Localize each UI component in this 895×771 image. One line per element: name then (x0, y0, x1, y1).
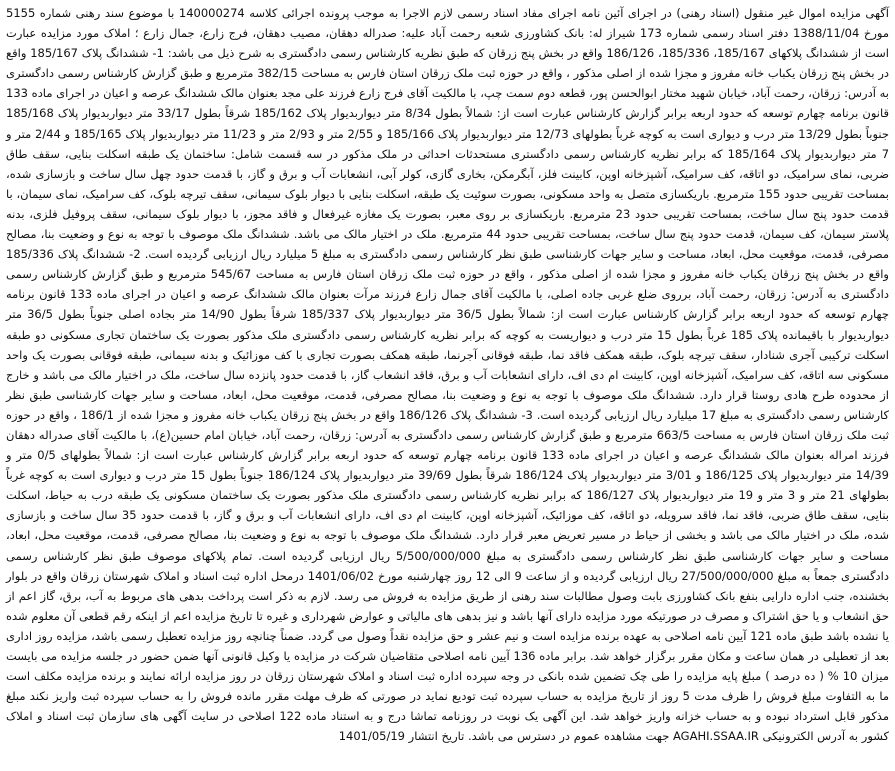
auction-notice-text: آگهی مزایده اموال غیر منقول (اسناد رهنی) در اجرای آئین نامه اجرای مفاد اسناد رسمی لازم الاجرا به موجب پرونده اجرائی کلاسه 140000274 با موضوع سند رهنی شماره 5155 مورخ 1388/11/04 دفتر اسناد رسمی شماره 173 شیراز له: بانک کشاورزی شعبه رحمت آباد علیه: صدراله دهقان، مصیب دهقان، فرج زارع، جمال زارع ؛ املاک مورد مزایده عبارت است از ششدانگ پلاکهای 185/167، 185/336، 186/126 واقع در بخش پنج زرقان که طبق نظریه کارشناس رسمی دادگستری به شرح ذیل می باشد: 1- ششدانگ پلاک 185/167 واقع در بخش پنج زرقان یکباب خانه مفروز و مجزا شده از اصلی مذکور ، واقع در حوزه ثبت ملک زرقان استان فارس به مساحت 382/15 مترمربع و طبق گزارش کارشناس رسمی دادگستری به آدرس: زرقان، رحمت آباد، خیابان شهید مختار ابوالحسن پور، قطعه دوم سمت چپ، با مالکیت آقای فرج زارع فرزند علی مجد بعنوان مالک ششدانگ عرصه و اعیان در اجرای ماده 133 قانون برنامه چهارم توسعه که حدود اربعه برابر گزارش کارشناس عبارت است از: شمالاً بطول 8/34 متر دیواربدیوار پلاک 185/162 شرقاً بطول 33/17 متر دیواربدیوار پلاک 185/168 جنوباً بطول 13/29 متر درب و دیواری است به کوچه غرباً بطولهای 12/73 متر دیواربدیوار پلاک 185/166 و 2/55 متر و 2/93 متر و 11/23 متر دیواربدیوار پلاک 185/165 و 2/44 متر و 7 متر دیواربدیوار پلاک 185/164 که برابر نظریه کارشناس رسمی دادگستری مستحدثات احداثی در ملک مذکور در سه قسمت شامل: ساختمان یک طبقه اسکلت بنایی، سقف طاق ضربی، نمای سرامیک، دو اتاقه، کف سرامیک، آشپزخانه اوپن، کابینت فلز، آبگرمکن، بخاری گازی، کولر آبی، انشعابات آب و برق و گاز، با قدمت حدود چهل سال ساخت و بازسازی شده، بمساحت تقریبی حدود 155 مترمربع. باریکسازی متصل به واحد مسکونی، بصورت سوئیت یک طبقه، اسکلت بنایی با دیوار بلوک سیمانی، سقف تیرچه بلوک، کف سرامیک، نمای سیمان، با قدمت حدود پنج سال ساخت، بمساحت تقریبی حدود 23 مترمربع. باریکسازی بر روی معبر، بصورت یک مغازه غیرفعال و فاقد مجوز، با دیوار بلوک سیمانی، سقف پروفیل فلزی، بدنه پلاستر سیمان، کف سیمان، قدمت حدود پنج سال ساخت، بمساحت تقریبی حدود 44 مترمربع. ملک در اختیار مالک می باشد. ششدانگ ملک موصوف با توجه به نوع و وضعیت بنا، مصالح مصرفی، قدمت، موقعیت محل، ابعاد، مساحت و سایر جهات کارشناسی طبق نظر کارشناس رسمی دادگستری به مبلغ 5 میلیارد ریال ارزیابی گردیده است. 2- ششدانگ پلاک 185/336 واقع در بخش پنج زرقان یکباب خانه مفروز و مجزا شده از اصلی مذکور ، واقع در حوزه ثبت ملک زرقان استان فارس به مساحت 545/67 مترمربع و طبق گزارش کارشناس رسمی دادگستری به آدرس: زرقان، رحمت آباد، برروی ضلع غربی جاده اصلی، با مالکیت آقای جمال زارع فرزند مرآت بعنوان مالک ششدانگ عرصه و اعیان در اجرای ماده 133 قانون برنامه چهارم توسعه که حدود اربعه برابر گزارش کارشناس عبارت است از: شمالاً بطول 36/5 متر دیواربدیوار پلاک 185/337 شرقاً بطول 14/90 متر بجاده اصلی جنوباً بطول 36/5 متر دیواربدیوار با باقیمانده پلاک 185 غرباً بطول 15 متر درب و دیواریست به کوچه که برابر نظریه کارشناس رسمی دادگستری ملک مذکور بصورت یک ساختمان تجاری مسکونی دو طبقه اسکلت ترکیبی آجری شنادار، سقف تیرچه بلوک، طبقه همکف فاقد نما، طبقه فوقانی آجرنما، طبقه همکف بصورت تجاری با کف موزائیک و بدنه سیمانی، طبقه فوقانی بصورت یک واحد مسکونی سه اتاقه، کف سرامیک، آشپزخانه اوپن، کابینت ام دی اف، دارای انشعابات آب و برق، فاقد انشعاب گاز، با قدمت حدود پانزده سال ساخت، ملک در اختیار مالک می باشد و خارج از محدوده طرح هادی روستا قرار دارد. ششدانگ ملک موصوف با توجه به نوع و وضعیت بنا، مصالح مصرفی، قدمت، موقعیت محل، ابعاد، مساحت و سایر جهات کارشناسی طبق نظر کارشناس رسمی دادگستری به مبلغ 17 میلیارد ریال ارزیابی گردیده است. 3- ششدانگ پلاک 186/126 واقع در بخش پنج زرقان یکباب خانه مفروز و مجزا شده از 186/1 ، واقع در حوزه ثبت ملک زرقان استان فارس به مساحت 663/5 مترمربع و طبق گزارش کارشناس رسمی دادگستری به آدرس: زرقان، رحمت آباد، خیابان امام حسین(ع)، با مالکیت آقای صدراله دهقان فرزند امراله بعنوان مالک ششدانگ عرصه و اعیان در اجرای ماده 133 قانون برنامه چهارم توسعه که حدود اربعه برابر گزارش کارشناس عبارت است از: شمالاً بطولهای 0/5 متر و 14/39 متر دیواربدیوار پلاک 186/125 و 3/01 متر دیواربدیوار پلاک 186/124 شرقاً بطول 39/69 متر دیواربدیوار پلاک 186/124 جنوباً بطول 15 متر درب و دیواری است به کوچه غرباً بطولهای 21 متر و 3 متر و 19 متر دیواربدیوار پلاک 186/127 که برابر نظریه کارشناس رسمی دادگستری ملک مذکور بصورت یک ساختمان مسکونی یک طبقه درب به حیاط، اسکلت بنایی، سقف طاق ضربی، فاقد نما، فاقد سرویله، دو اتاقه، کف موزائیک، آشپزخانه اوپن، کابینت ام دی اف، دارای انشعابات آب و برق و گاز، با قدمت حدود 35 سال ساخت و بازسازی شده، ملک در اختیار مالک می باشد و بخشی از حیاط در مسیر تعریض معبر قرار دارد. ششدانگ ملک موصوف با توجه به نوع و وضعیت بنا، مصالح مصرفی، قدمت، موقعیت محل، ابعاد، مساحت و سایر جهات کارشناسی طبق نظر کارشناس رسمی دادگستری به مبلغ 5/500/000/000 ریال ارزیابی گردیده است. تمام پلاکهای موصوف طبق نظر کارشناس رسمی دادگستری جمعاً به مبلغ 27/500/000/000 ریال ارزیابی گردیده و از ساعت 9 الی 12 روز چهارشنبه مورخ 1401/06/02 درمحل اداره ثبت اسناد و املاک شهرستان زرقان واقع در بلوار بخشنده، جنب اداره دارایی بنفع بانک کشاورزی بابت وصول مطالبات سند رهنی از طریق مزایده به فروش می رسد. لازم به ذکر است پرداخت بدهی های مربوط به آب، برق، گاز اعم از حق انشعاب و یا حق اشتراک و مصرف در صورتیکه مورد مزایده دارای آنها باشد و نیز بدهی های مالیاتی و عوارض شهرداری و غیره تا تاریخ مزایده اعم از اینکه رقم قطعی آن معلوم شده یا نشده باشد طبق ماده 121 آیین نامه اصلاحی به عهده برنده مزایده است و نیم عشر و حق مزایده نقداً وصول می گردد. ضمناً چنانچه روز مزایده تعطیل رسمی باشد، مزایده روز اداری بعد از تعطیلی در همان ساعت و مکان مقرر برگزار خواهد شد. برابر ماده 136 آیین نامه اصلاحی متقاضیان شرکت در مزایده یا وکیل قانونی آنها ضمن حضور در جلسه مزایده می بایست میزان 10 % ( ده درصد ) مبلغ پایه مزایده را طی چک تضمین شده بانکی در وجه سپرده اداره ثبت اسناد و املاک شهرستان زرقان در روز مزایده ارائه نمایند و برنده مزایده مکلف است ما به التفاوت مبلغ فروش را ظرف مدت 5 روز از تاریخ مزایده به حساب سپرده ثبت تودیع نماید در صورتی که ظرف مهلت مقرر مانده فروش را به حساب سپرده ثبت واریز نکند مبلغ مذکور قابل استرداد نبوده و به حساب خزانه واریز خواهد شد. این آگهی یک نوبت در روزنامه تماشا درج و به استناد ماده 122 اصلاحی در سایت آگهی های سازمان ثبت اسناد و املاک کشور به آدرس الکترونیکی AGAHI.SSAA.IR جهت مشاهده عموم در دسترس می باشد. تاریخ انتشار 1401/05/19 (6, 6, 890, 744)
